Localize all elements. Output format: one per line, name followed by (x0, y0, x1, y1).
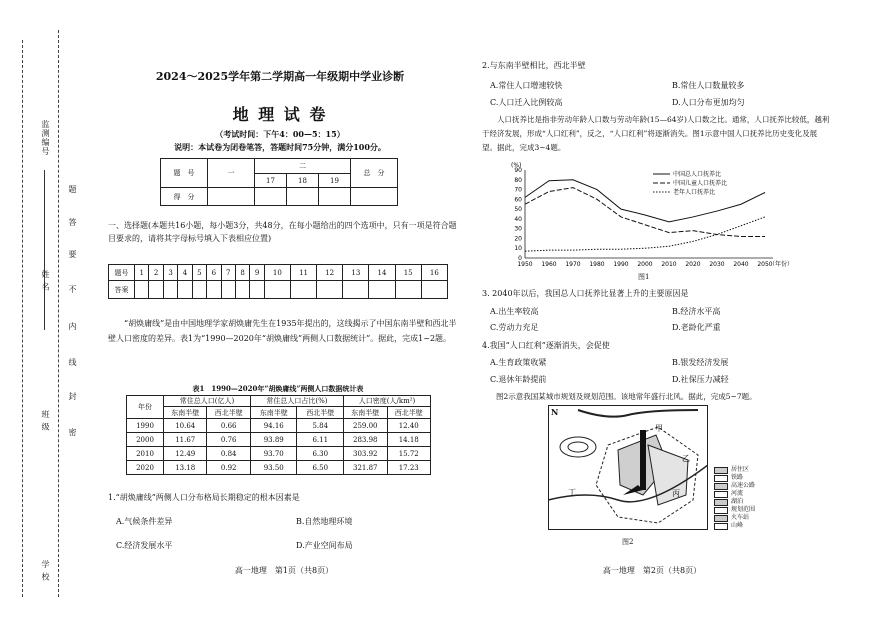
table1-cell: 14.18 (387, 433, 431, 447)
seal-line (58, 30, 59, 597)
answer-num: 1 (135, 265, 149, 281)
name-label: 姓 名 (41, 270, 50, 292)
y-tick-label: 20 (514, 235, 522, 243)
exam-note: 说明：本试卷为闭卷笔答，答题时间75分钟，满分100分。 (174, 142, 386, 152)
answer-cell[interactable] (290, 281, 316, 299)
exam-title: 地 理 试 卷 (232, 105, 328, 124)
answer-cell[interactable] (264, 281, 290, 299)
legend-label-2: 中国儿童人口抚养比 (673, 180, 728, 187)
answer-num: 8 (235, 265, 249, 281)
score-col-1: 一 (208, 159, 255, 188)
table1-cell: 93.70 (250, 447, 297, 461)
table1-year: 2020 (127, 461, 164, 475)
table1-year: 1990 (127, 419, 164, 433)
table1-cell: 0.66 (207, 419, 250, 433)
score-row-label: 得 分 (161, 188, 208, 206)
map-caption: 图2 (622, 538, 634, 546)
table1-row (127, 461, 431, 475)
table1 (126, 395, 431, 475)
score-sub-18: 18 (287, 174, 319, 188)
q2-option-a[interactable]: A.常住人口增速较快 (490, 81, 563, 90)
x-tick-label: 2000 (637, 261, 653, 268)
school-label: 学 校 (41, 560, 50, 582)
answer-cell[interactable] (250, 281, 264, 299)
score-cell[interactable] (319, 188, 351, 206)
warn-3: 不 (68, 285, 77, 294)
legend-item (714, 506, 774, 514)
q1-option-a[interactable]: A.气候条件差异 (116, 517, 173, 526)
legend-swatch-icon (714, 475, 728, 482)
score-col-total: 总 分 (351, 159, 398, 188)
x-tick-label: 1950 (517, 261, 533, 268)
x-tick-label: 2010 (661, 261, 677, 268)
answer-num: 2 (149, 265, 163, 281)
table1-cell: 12.49 (164, 447, 207, 461)
table1-row (127, 419, 431, 433)
x-axis-label: （年份） (769, 261, 794, 268)
legend-swatch-icon (714, 499, 728, 506)
legend-swatch-icon (714, 467, 728, 474)
monitor-label: 监测编号 (41, 120, 50, 156)
exam-header: 2024～2025学年第二学期高一年级期中学业诊断 (155, 70, 405, 83)
table1-row (127, 433, 431, 447)
hu-line-intro: “胡焕庸线”是由中国地理学家胡焕庸先生在1935年提出的，这线揭示了中国东南半壁和西北半壁人口密度的差异。表1为“1990—2020年“胡焕庸线”两侧人口数据统计”。据此，完成1~2题。 (108, 319, 457, 343)
answer-num: 4 (178, 265, 192, 281)
chart1-caption: 图1 (638, 273, 650, 281)
score-table (160, 158, 398, 206)
x-tick-label: 1960 (541, 261, 557, 268)
series-line-2 (525, 188, 765, 237)
answer-cell[interactable] (163, 281, 177, 299)
q4-option-a[interactable]: A.生育政策收紧 (490, 358, 547, 367)
table1-sub-header: 东南半壁 (250, 407, 297, 419)
question-4: 4.我国“人口红利”逐渐消失，会促使 (482, 341, 610, 350)
table1-cell: 259.00 (344, 419, 387, 433)
section-1-instructions: 一、选择题(本题共16小题，每小题3分，共48分，在每小题给出的四个选项中，只有一项是符合题目要求的，请将其字母标号填入下表相应位置) (108, 221, 457, 243)
x-tick-label: 1990 (613, 261, 629, 268)
score-sub-19: 19 (319, 174, 351, 188)
table1-cell: 303.92 (344, 447, 387, 461)
legend-item (714, 466, 774, 474)
legend-item (714, 522, 774, 530)
table1-cell: 6.11 (297, 433, 344, 447)
legend-label: 居住区 (731, 466, 750, 473)
map-intro: 图2示意我国某城市规划及规划范围。该地常年盛行北风。据此，完成5~7题。 (496, 392, 757, 401)
y-tick-label: 90 (514, 167, 522, 174)
warn-5: 线 (68, 358, 77, 367)
table1-cell: 94.16 (250, 419, 297, 433)
table1-year-header: 年份 (127, 396, 164, 419)
q4-option-b[interactable]: B.银发经济发展 (672, 358, 729, 367)
legend-item (714, 498, 774, 506)
legend-item (714, 474, 774, 482)
table1-cell: 13.18 (164, 461, 207, 475)
x-tick-label: 2020 (685, 261, 701, 268)
answer-num: 3 (163, 265, 177, 281)
warn-0: 题 (68, 185, 77, 194)
answer-num: 14 (369, 265, 395, 281)
question-3: 3. 2040年以后，我国总人口抚养比显著上升的主要原因是 (482, 289, 689, 298)
table1-cell: 93.89 (250, 433, 297, 447)
table1-cell: 6.50 (297, 461, 344, 475)
table1-cell: 5.84 (297, 419, 344, 433)
q4-option-d[interactable]: D.社保压力减轻 (672, 375, 729, 384)
legend-label: 湖泊 (731, 498, 744, 505)
y-axis-label: (%) (511, 162, 522, 169)
q1-option-c[interactable]: C.经济发展水平 (116, 541, 173, 550)
y-tick-label: 30 (514, 225, 522, 233)
legend-label: 山峰 (731, 522, 744, 529)
table1-cell: 12.40 (387, 419, 431, 433)
q2-option-c[interactable]: C.人口迁入比例较高 (490, 98, 563, 107)
table1-cell: 0.76 (207, 433, 250, 447)
page-2-footer: 高一地理 第2页（共8页） (602, 566, 702, 575)
table1-cell: 11.67 (164, 433, 207, 447)
legend-label-3: 老年人口抚养比 (673, 189, 716, 196)
answer-cell[interactable] (235, 281, 249, 299)
legend-swatch-icon (714, 483, 728, 490)
map-label-yi: 乙 (682, 454, 690, 463)
q3-option-d[interactable]: D.老龄化严重 (672, 323, 721, 332)
q3-option-b[interactable]: B.经济水平高 (672, 307, 721, 316)
table1-sub-header: 东南半壁 (164, 407, 207, 419)
answer-num: 6 (207, 265, 221, 281)
map-label-jia: 甲 (655, 424, 663, 433)
table1-cell: 6.30 (297, 447, 344, 461)
answer-cell[interactable] (178, 281, 192, 299)
answer-num: 12 (317, 265, 343, 281)
answer-num: 7 (221, 265, 235, 281)
table1-group-header: 常住总人口(亿人) (164, 396, 251, 407)
exam-time: （考试时间：下午4：00—5：15） (215, 129, 345, 139)
table1-cell: 10.64 (164, 419, 207, 433)
table1-group-header: 人口密度(人/km²) (344, 396, 431, 407)
table1-cell: 321.87 (344, 461, 387, 475)
north-arrow: N (551, 407, 559, 417)
table1-cell: 0.92 (207, 461, 250, 475)
x-tick-label: 2050 (757, 261, 773, 268)
y-tick-label: 0 (518, 255, 522, 262)
score-sub-17: 17 (255, 174, 287, 188)
answer-cell[interactable] (192, 281, 206, 299)
table1-group-header: 常住总人口占比(%) (250, 396, 343, 407)
y-tick-label: 60 (514, 196, 522, 204)
y-tick-label: 40 (514, 215, 522, 223)
answer-num: 15 (395, 265, 421, 281)
q1-option-b[interactable]: B.自然地理环境 (296, 517, 353, 526)
question-2: 2.与东南半壁相比，西北半壁 (482, 61, 586, 70)
legend-label: 高速公路 (731, 482, 756, 489)
table1-cell: 17.23 (387, 461, 431, 475)
answer-cell[interactable] (207, 281, 221, 299)
warn-4: 内 (68, 322, 77, 331)
answer-cell[interactable] (369, 281, 395, 299)
answer-num: 10 (264, 265, 290, 281)
dependency-intro: 人口抚养比是指非劳动年龄人口数与劳动年龄(15—64岁)人口数之比。通常，人口抚养比较低，越利于经济发展，形成“人口红利”，反之，“人口红利”将逐渐消失。图1示意中国人口抚养比历史变化及展望。据此，完成3~4题。 (482, 115, 830, 152)
q4-option-c[interactable]: C.退休年龄提前 (490, 375, 547, 384)
monitor-field[interactable] (44, 170, 45, 330)
table1-sub-header: 西北半壁 (207, 407, 250, 419)
series-line-1 (525, 180, 765, 222)
answer-num: 13 (343, 265, 369, 281)
x-tick-label: 2040 (733, 261, 749, 268)
q1-option-d[interactable]: D.产业空间布局 (296, 541, 353, 550)
dependency-ratio-chart (495, 158, 800, 276)
legend-label: 火车站 (731, 514, 750, 521)
legend-swatch-icon (714, 523, 728, 530)
warn-2: 要 (68, 250, 77, 259)
class-label: 班 级 (41, 410, 50, 432)
answer-num-label: 题号 (109, 265, 135, 281)
table1-cell: 283.98 (344, 433, 387, 447)
table1-cell: 93.50 (250, 461, 297, 475)
answer-cell[interactable] (149, 281, 163, 299)
answer-num: 5 (192, 265, 206, 281)
x-tick-label: 1980 (589, 261, 605, 268)
series-line-3 (525, 217, 765, 251)
score-cell[interactable] (208, 188, 255, 206)
warn-6: 封 (68, 392, 77, 401)
table1-caption: 表1 1990—2020年“胡焕庸线”两侧人口数据统计表 (192, 384, 364, 393)
answer-cell[interactable] (421, 281, 447, 299)
legend-label-1: 中国总人口抚养比 (673, 171, 722, 178)
table1-sub-header: 东南半壁 (344, 407, 387, 419)
legend-label: 规划范围 (731, 506, 756, 513)
map-legend (714, 466, 774, 530)
answer-cell[interactable] (343, 281, 369, 299)
legend-item (714, 490, 774, 498)
cut-line (22, 40, 23, 597)
score-cell[interactable] (351, 188, 398, 206)
legend-swatch-icon (714, 507, 728, 514)
score-cell[interactable] (255, 188, 287, 206)
map-label-ding: 丁 (568, 488, 576, 497)
table1-year: 2010 (127, 447, 164, 461)
table1-cell: 0.84 (207, 447, 250, 461)
legend-item (714, 482, 774, 490)
q3-option-c[interactable]: C.劳动力充足 (490, 323, 539, 332)
score-col-label: 题 号 (161, 159, 208, 188)
legend-swatch-icon (714, 491, 728, 498)
answer-num: 16 (421, 265, 447, 281)
table1-year: 2000 (127, 433, 164, 447)
table1-row (127, 447, 431, 461)
answer-cell[interactable] (395, 281, 421, 299)
table1-sub-header: 西北半壁 (387, 407, 431, 419)
answer-table (108, 264, 448, 299)
map-label-bing: 丙 (672, 489, 680, 498)
q2-option-b[interactable]: B.常住人口数量较多 (672, 81, 745, 90)
x-tick-label: 1970 (565, 261, 581, 268)
table1-sub-header: 西北半壁 (297, 407, 344, 419)
x-tick-label: 2030 (709, 261, 725, 268)
legend-label: 铁路 (731, 474, 744, 481)
y-tick-label: 50 (514, 206, 522, 214)
legend-label: 河流 (731, 490, 744, 497)
q3-option-a[interactable]: A.出生率较高 (490, 307, 539, 316)
city-planning-map (548, 405, 708, 530)
table1-cell: 15.72 (387, 447, 431, 461)
answer-num: 11 (290, 265, 316, 281)
answer-label: 答案 (109, 281, 135, 299)
y-tick-label: 70 (514, 186, 522, 194)
warn-1: 答 (68, 218, 77, 227)
answer-num: 9 (250, 265, 264, 281)
answer-cell[interactable] (221, 281, 235, 299)
page-1-footer: 高一地理 第1页（共8页） (234, 566, 334, 575)
y-tick-label: 10 (514, 245, 522, 253)
legend-item (714, 514, 774, 522)
score-col-2: 二 (255, 159, 351, 174)
answer-cell[interactable] (135, 281, 149, 299)
answer-cell[interactable] (317, 281, 343, 299)
question-1: 1.“胡焕庸线”两侧人口分布格局长期稳定的根本因素是 (108, 493, 300, 502)
q2-option-d[interactable]: D.人口分布更加均匀 (672, 98, 745, 107)
y-tick-label: 80 (514, 176, 522, 184)
score-cell[interactable] (287, 188, 319, 206)
warn-7: 密 (68, 428, 77, 437)
legend-swatch-icon (714, 515, 728, 522)
